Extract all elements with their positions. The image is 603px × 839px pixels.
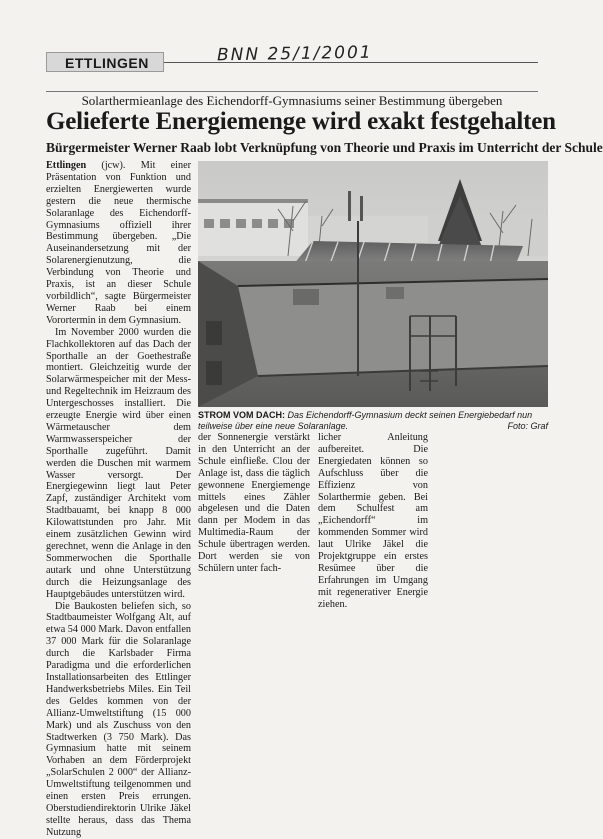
caption-lead: STROM VOM DACH:: [198, 410, 285, 420]
paragraph-1-text: Mit einer Präsentation von Funktion und erzielten Energiewerten wurde gestern die neue thermische Solaranlage des Eichendorff-Gymnasiums offiziell ihrer Bestimmung übergeben. „Die Auseinandersetzung mit der Solarenergienutzung, die Verbindung von Theorie und Praxis, ist an dieser Schule vorbildlich“, sagte Bürgermeister Werner Raab bei einem Vorortermin in dem Gymnasium.: [46, 160, 191, 326]
byline: (jcw).: [101, 160, 126, 171]
column-3-text: licher Anleitung aufbereitet. Die Energiedaten können so Aufschluss über die Effizienz von Solarthermie geben. Bei dem Schulfest am „Eichendorff“ im kommenden Sommer wird laut Ulrike Jäkel die Projektgruppe ein erstes Resümee über die Erfahrungen im Umgang mit regenerativer Energie ziehen.: [318, 432, 428, 610]
handwritten-date-note: BNN 25/1/2001: [216, 42, 373, 66]
article-headline: Gelieferte Energiemenge wird exakt festgehalten: [46, 108, 556, 135]
dateline: Ettlingen: [46, 160, 87, 171]
photo-illustration: [198, 161, 548, 407]
column-2-text: der Sonnenergie verstärkt in den Unterricht an der Schule einfließe. Clou der Anlage ist, dass die täglich gewonnene Energiemenge mittels eines Zähler abgelesen und die Daten dann per Modem in das Multimedia-Raum der Schule übertragen werden. Dort werden sie von Schülern unter fach-: [198, 432, 310, 574]
article-column-4: [434, 432, 546, 502]
photo-caption: [198, 410, 548, 432]
article-column-3: [318, 432, 428, 610]
section-label: ETTLINGEN: [46, 52, 164, 72]
article-column-1: [46, 160, 191, 838]
article-subhead: Bürgermeister Werner Raab lobt Verknüpfung von Theorie und Praxis im Unterricht der Schule: [46, 140, 603, 155]
paragraph-2: Im November 2000 wurden die Flachkollektoren auf das Dach der Sporthalle an der Goethestraße montiert. Gleichzeitig wurde der Solarwärmespeicher mit der Mess- und Regeltechnik im Heizraum des Untergeschosses installiert. Die erzeugte Energie wird über einen Wärmetauscher dem Warmwasserspeicher der Sporthalle zugeführt. Damit werden die Duschen mit warmem Wasser versorgt. Der Energiegewinn liegt laut Peter Zapf, zuständiger Architekt vom Stadtbauamt, bei knapp 8 000 Kilowattstunden pro Jahr. Mit einem zusätzlichen Gewinn wird gerechnet, wenn die Anlage in den Sommerwochen die Sporthalle autark und ohne Unterstützung durch die Heizungsanlage des Hauptgebäudes unterstützen wird.: [46, 326, 191, 600]
article-kicker: Solarthermieanlage des Eichendorff-Gymnasiums seiner Bestimmung übergeben: [81, 93, 503, 108]
article-column-2: [198, 432, 310, 574]
photo-credit: Foto: Graf: [507, 421, 548, 431]
caption-text: Das Eichendorff-Gymnasium deckt seinen Energiebedarf nun teilweise über eine neue Solaranlage.: [198, 410, 533, 431]
solar-roof-photo: [198, 161, 548, 407]
paragraph-3: Die Baukosten beliefen sich, so Stadtbaumeister Wolfgang Alt, auf etwa 54 000 Mark. Davon entfallen 37 000 Mark für die Solaranlage durch die Karlsbader Firma Paradigma und die erforderlichen Installationsarbeiten des Ettlinger Handwerksbetriebs Miles. Ein Teil des Geldes kommen von der Allianz-Umweltstiftung (15 000 Mark) und als Zuschuss von den Stadtwerken (3 750 Mark). Das Gymnasium hatte mit seinem Vorhaben an dem Förderprojekt „SolarSchulen 2 000“ der Allianz-Umweltstiftung teilgenommen und einen ersten Preis errungen. Oberstudiendirektorin Ulrike Jäkel stellte heraus, dass das Thema Nutzung: [46, 600, 191, 838]
paragraph-1: [46, 160, 191, 327]
kicker-rule: [46, 91, 538, 92]
